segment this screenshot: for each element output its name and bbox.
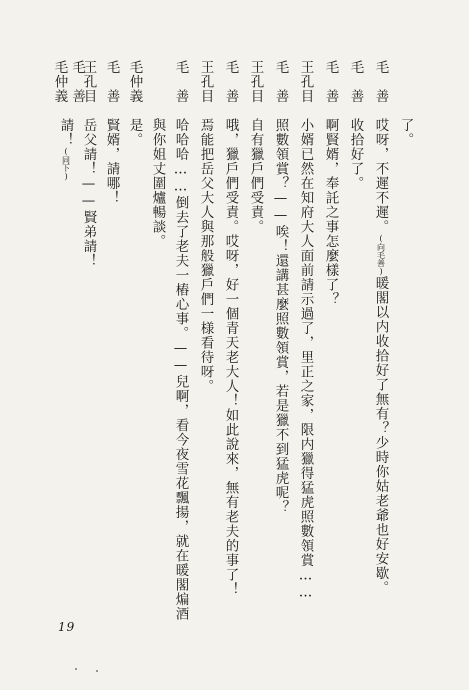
speaker-name: 毛 善 [322, 60, 339, 104]
speaker-name: 毛 善 [347, 60, 364, 104]
speaker-name: 毛 善 [222, 60, 239, 104]
dialogue-line: 哦，獵戶們受責。哎呀，好一個青天老大人！如此說來，無有老夫的事了！ [222, 118, 239, 597]
dialogue-line: 是。 [126, 118, 143, 147]
dialogue-line: 哈哈哈……倒去了老夫一樁心事。——兒啊，看今夜雪花飄揚，就在暖閣煸酒 [172, 118, 189, 621]
speaker-name: 毛仲義 [126, 60, 143, 104]
dialogue-line: 與你姐丈圍爐暢談。 [149, 118, 166, 249]
stage-direction: (同下) [61, 147, 71, 181]
speaker-name: 毛 善 [372, 60, 389, 104]
speaker-name: 王孔目 [197, 60, 214, 104]
dialogue-line: 哎呀，不遲不遲。(向毛善)暖閣以内收拾好了無有？少時你姑老爺也好安歇。 [372, 118, 389, 595]
stage-direction: (向毛善) [376, 234, 386, 276]
dialogue-line: 岳父請！——賢弟請！ [80, 118, 97, 268]
dialogue-line: 照數領賞？——唉！還講甚麼照數領賞，若是獵不到猛虎呢？ [272, 118, 289, 515]
speaker-name: 王孔目 [297, 60, 314, 104]
page-number: 19 [58, 620, 76, 634]
dialogue-line: 賢婿，請哪！ [103, 118, 120, 205]
dialogue-line: 了。 [397, 118, 414, 147]
speaker-name: 王孔目 [80, 60, 97, 104]
dialogue-line: 小婿已然在知府大人面前請示過了，里正之家，限内獵得猛虎照數領賞…… [297, 118, 314, 602]
dialogue-line: 焉能把岳父大人與那般獵戶們一様看待呀。 [197, 118, 214, 394]
speaker-name: 毛 善 [172, 60, 189, 104]
scan-speck [75, 668, 77, 670]
scan-speck [96, 670, 98, 672]
dialogue-line: 啊賢婿，奉託之事怎麼樣了？ [322, 118, 339, 307]
speaker-name: 毛 善 [272, 60, 289, 104]
speaker-name: 王孔目 [247, 60, 264, 104]
dialogue-line: 請！(同下) [57, 118, 74, 181]
speaker-name: 毛 善 [103, 60, 120, 104]
speaker-name: 毛 善 毛仲義 [51, 60, 86, 104]
dialogue-line: 收拾好了。 [347, 118, 364, 191]
dialogue-line: 自有獵戶們受責。 [247, 118, 264, 234]
